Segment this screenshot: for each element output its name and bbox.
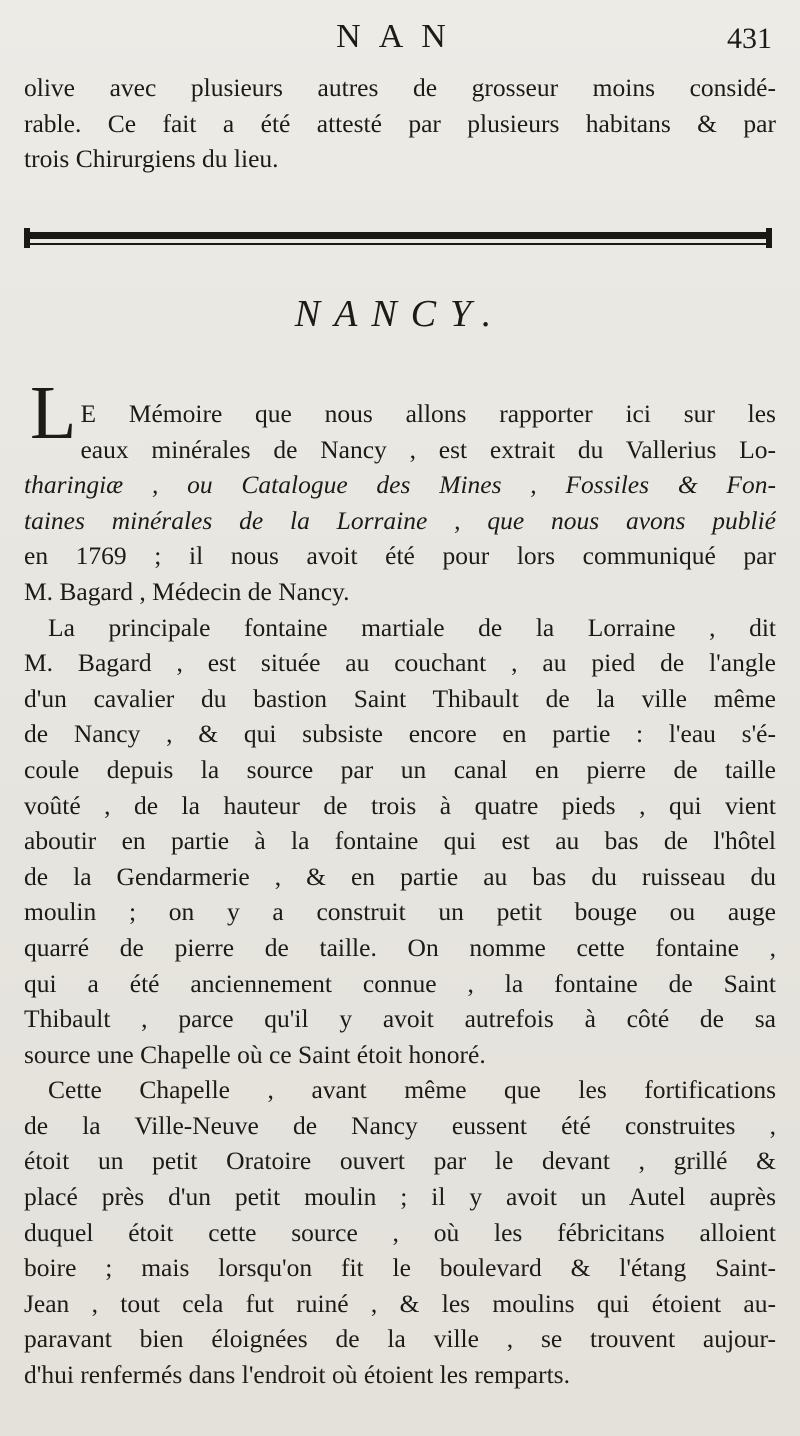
text-line: qui a été anciennement connue , la fontaine de Saint <box>24 968 776 998</box>
text-line: moulin ; on y a construit un petit bouge ou auge <box>24 897 776 927</box>
text-line: boire ; mais lorsqu'on fit le boulevard & l'étang Saint- <box>24 1253 776 1283</box>
text-line: étoit un petit Oratoire ouvert par le devant , grillé & <box>24 1146 776 1176</box>
text-line: Cette Chapelle , avant même que les fortifications <box>48 1075 776 1105</box>
text-line: taines minérales de la Lorraine , que nous avons publié <box>24 505 776 535</box>
page-number: 431 <box>727 22 772 55</box>
text-line: tharingiæ , ou Catalogue des Mines , Fossiles & Fon- <box>24 470 776 500</box>
paragraph-1 <box>24 371 776 610</box>
text-line: source une Chapelle où ce Saint étoit honoré. <box>24 1039 486 1069</box>
text-line: La principale fontaine martiale de la Lorraine , dit <box>48 612 776 642</box>
text-line: rable. Ce fait a été attesté par plusieurs habitans & par <box>24 108 776 138</box>
text-line: Jean , tout cela fut ruiné , & les moulins qui étoient au- <box>24 1288 776 1318</box>
text-line: en 1769 ; il nous avoit été pour lors communiqué par <box>24 541 776 571</box>
text-line: olive avec plusieurs autres de grosseur moins considé- <box>24 73 776 102</box>
main-text <box>24 371 776 1393</box>
drop-cap: L <box>30 371 77 455</box>
text-line: M. Bagard , Médecin de Nancy. <box>24 576 350 606</box>
text-line: d'un cavalier du bastion Saint Thibault de la ville même <box>24 683 776 713</box>
text-line: duquel étoit cette source , où les fébricitans alloient <box>24 1217 776 1247</box>
text-line: de la Ville-Neuve de Nancy eussent été construites , <box>24 1110 776 1140</box>
running-title: NAN <box>336 18 464 55</box>
section-title: NANCY. <box>294 293 506 335</box>
text-line: voûté , de la hauteur de trois à quatre pieds , qui vient <box>24 790 776 820</box>
running-head <box>0 18 800 62</box>
text-line: M. Bagard , est située au couchant , au pied de l'angle <box>24 648 776 678</box>
text-line: coule depuis la source par un canal en pierre de taille <box>24 754 776 784</box>
continuation-paragraph <box>24 70 776 177</box>
text-line: Thibault , parce qu'il y avoit autrefois à côté de sa <box>24 1004 776 1034</box>
section-divider-rule <box>24 228 772 250</box>
text-line: aboutir en partie à la fontaine qui est au bas de l'hôtel <box>24 826 776 856</box>
paragraph-2 <box>24 610 776 1073</box>
paragraph-3 <box>24 1072 776 1392</box>
text-line: E Mémoire que nous allons rapporter ici sur les <box>80 399 776 428</box>
text-line: d'hui renfermés dans l'endroit où étoient les remparts. <box>24 1360 570 1390</box>
text-line: quarré de pierre de taille. On nomme cette fontaine , <box>24 932 776 962</box>
text-line: de Nancy , & qui subsiste encore en partie : l'eau s'é- <box>24 719 776 749</box>
text-line: placé près d'un petit moulin ; il y avoit un Autel auprès <box>24 1182 776 1212</box>
text-line: paravant bien éloignées de la ville , se trouvent aujour- <box>24 1324 776 1354</box>
text-line: eaux minérales de Nancy , est extrait du Vallerius Lo- <box>80 434 776 464</box>
text-line: trois Chirurgiens du lieu. <box>24 144 279 174</box>
text-line: de la Gendarmerie , & en partie au bas du ruisseau du <box>24 861 776 891</box>
